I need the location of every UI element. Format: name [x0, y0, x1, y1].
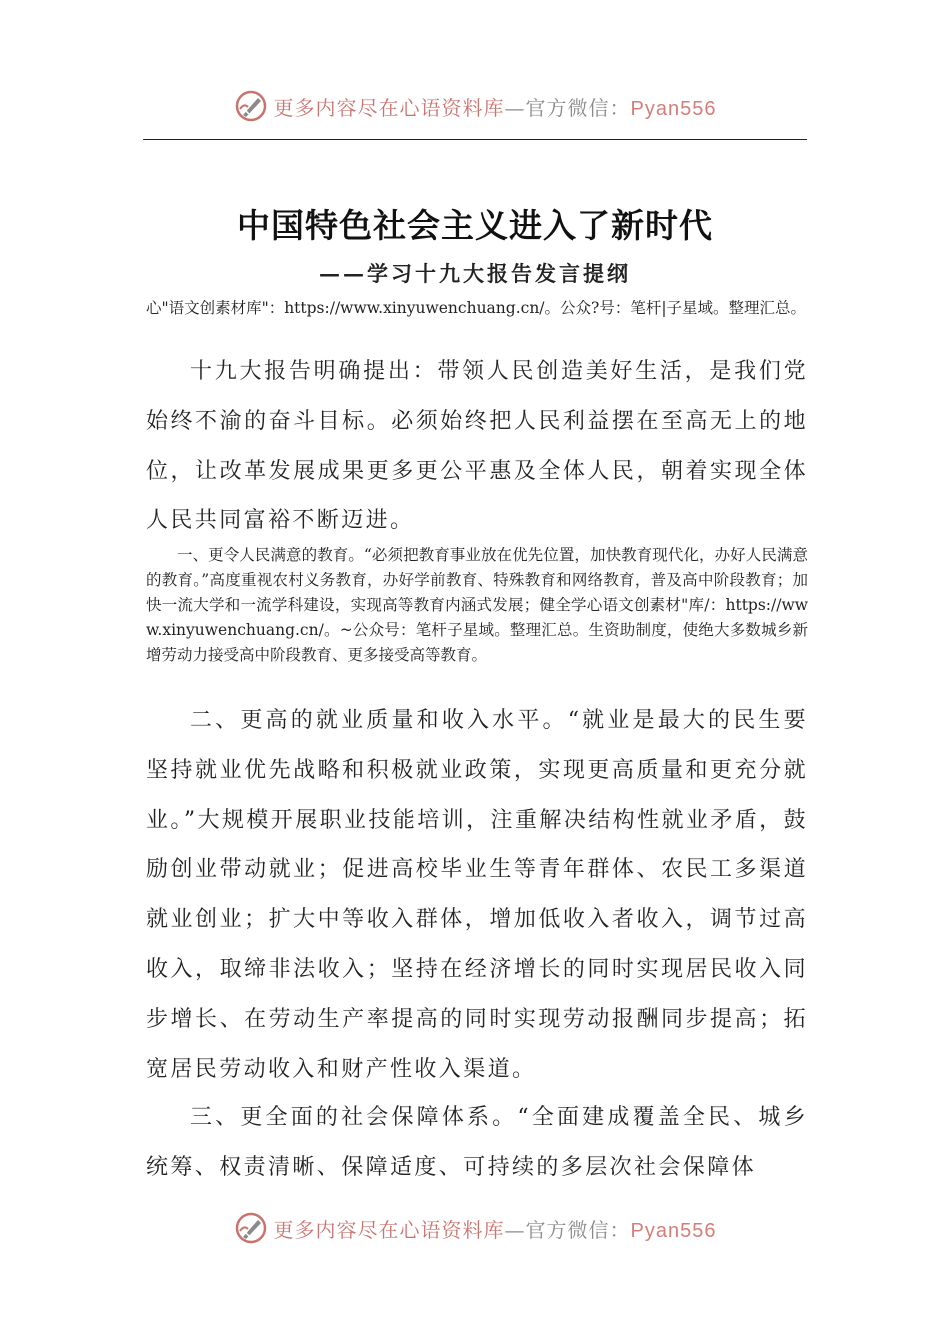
header-divider [143, 139, 807, 140]
source-line: 心"语文创素材库"：https://www.xinyuwenchuang.cn/。公众?号：笔杆|子星域。整理汇总。 [145, 299, 807, 317]
banner-wechat-id: Pyan556 [630, 97, 717, 120]
social-security-paragraph: 三、更全面的社会保障体系。“全面建成覆盖全民、城乡统筹、权责清晰、保障适度、可持续的多层次社会保障体 [146, 1105, 808, 1180]
banner-text [274, 1214, 717, 1243]
banner-wechat-id: Pyan556 [630, 1219, 717, 1242]
banner-dash-text: —官方微信： [504, 1217, 631, 1242]
banner-text [274, 92, 717, 121]
education-paragraph: 一、更令人民满意的教育。“必须把教育事业放在优先位置，加快教育现代化，办好人民满意的教育。”高度重视农村义务教育，办好学前教育、特殊教育和网络教育，普及高中阶段教育；加快一流大学和一流学科建设，实现高等教育内涵式发展；健全学心语文创素材"库/：https://www.xinyuwenchuang.cn/。~公众号：笔杆子星域。整理汇总。生资助制度，使绝大多数城乡新增劳动力接受高中阶段教育、更多接受高等教育。 [146, 546, 808, 664]
banner-main-text: 更多内容尽在心语资料库 [273, 1217, 505, 1242]
footer-banner [0, 1198, 950, 1258]
page-title: 中国特色社会主义进入了新时代 [237, 206, 713, 245]
employment-paragraph: 二、更高的就业质量和收入水平。“就业是最大的民生要坚持就业优先战略和积极就业政策，实现更高质量和更充分就业。”大规模开展职业技能培训，注重解决结构性就业矛盾，鼓励创业带动就业；促进高校毕业生等青年群体、农民工多渠道就业创业；扩大中等收入群体，增加低收入者收入，调节过高收入，取缔非法收入；坚持在经济增长的同时实现居民收入同步增长、在劳动生产率提高的同时实现劳动报酬同步提高；拓宽居民劳动收入和财产性收入渠道。 [146, 708, 808, 1082]
header-banner [0, 76, 950, 136]
pen-nib-logo-icon [234, 1211, 268, 1245]
page-subtitle: ——学习十九大报告发言提纲 [319, 261, 631, 286]
intro-paragraph: 十九大报告明确提出：带领人民创造美好生活，是我们党始终不渝的奋斗目标。必须始终把人民利益摆在至高无上的地位，让改革发展成果更多更公平惠及全体人民，朝着实现全体人民共同富裕不断迈进。 [146, 359, 808, 534]
pen-nib-logo-icon [234, 89, 268, 123]
banner-dash-text: —官方微信： [504, 95, 631, 120]
banner-main-text: 更多内容尽在心语资料库 [273, 95, 505, 120]
